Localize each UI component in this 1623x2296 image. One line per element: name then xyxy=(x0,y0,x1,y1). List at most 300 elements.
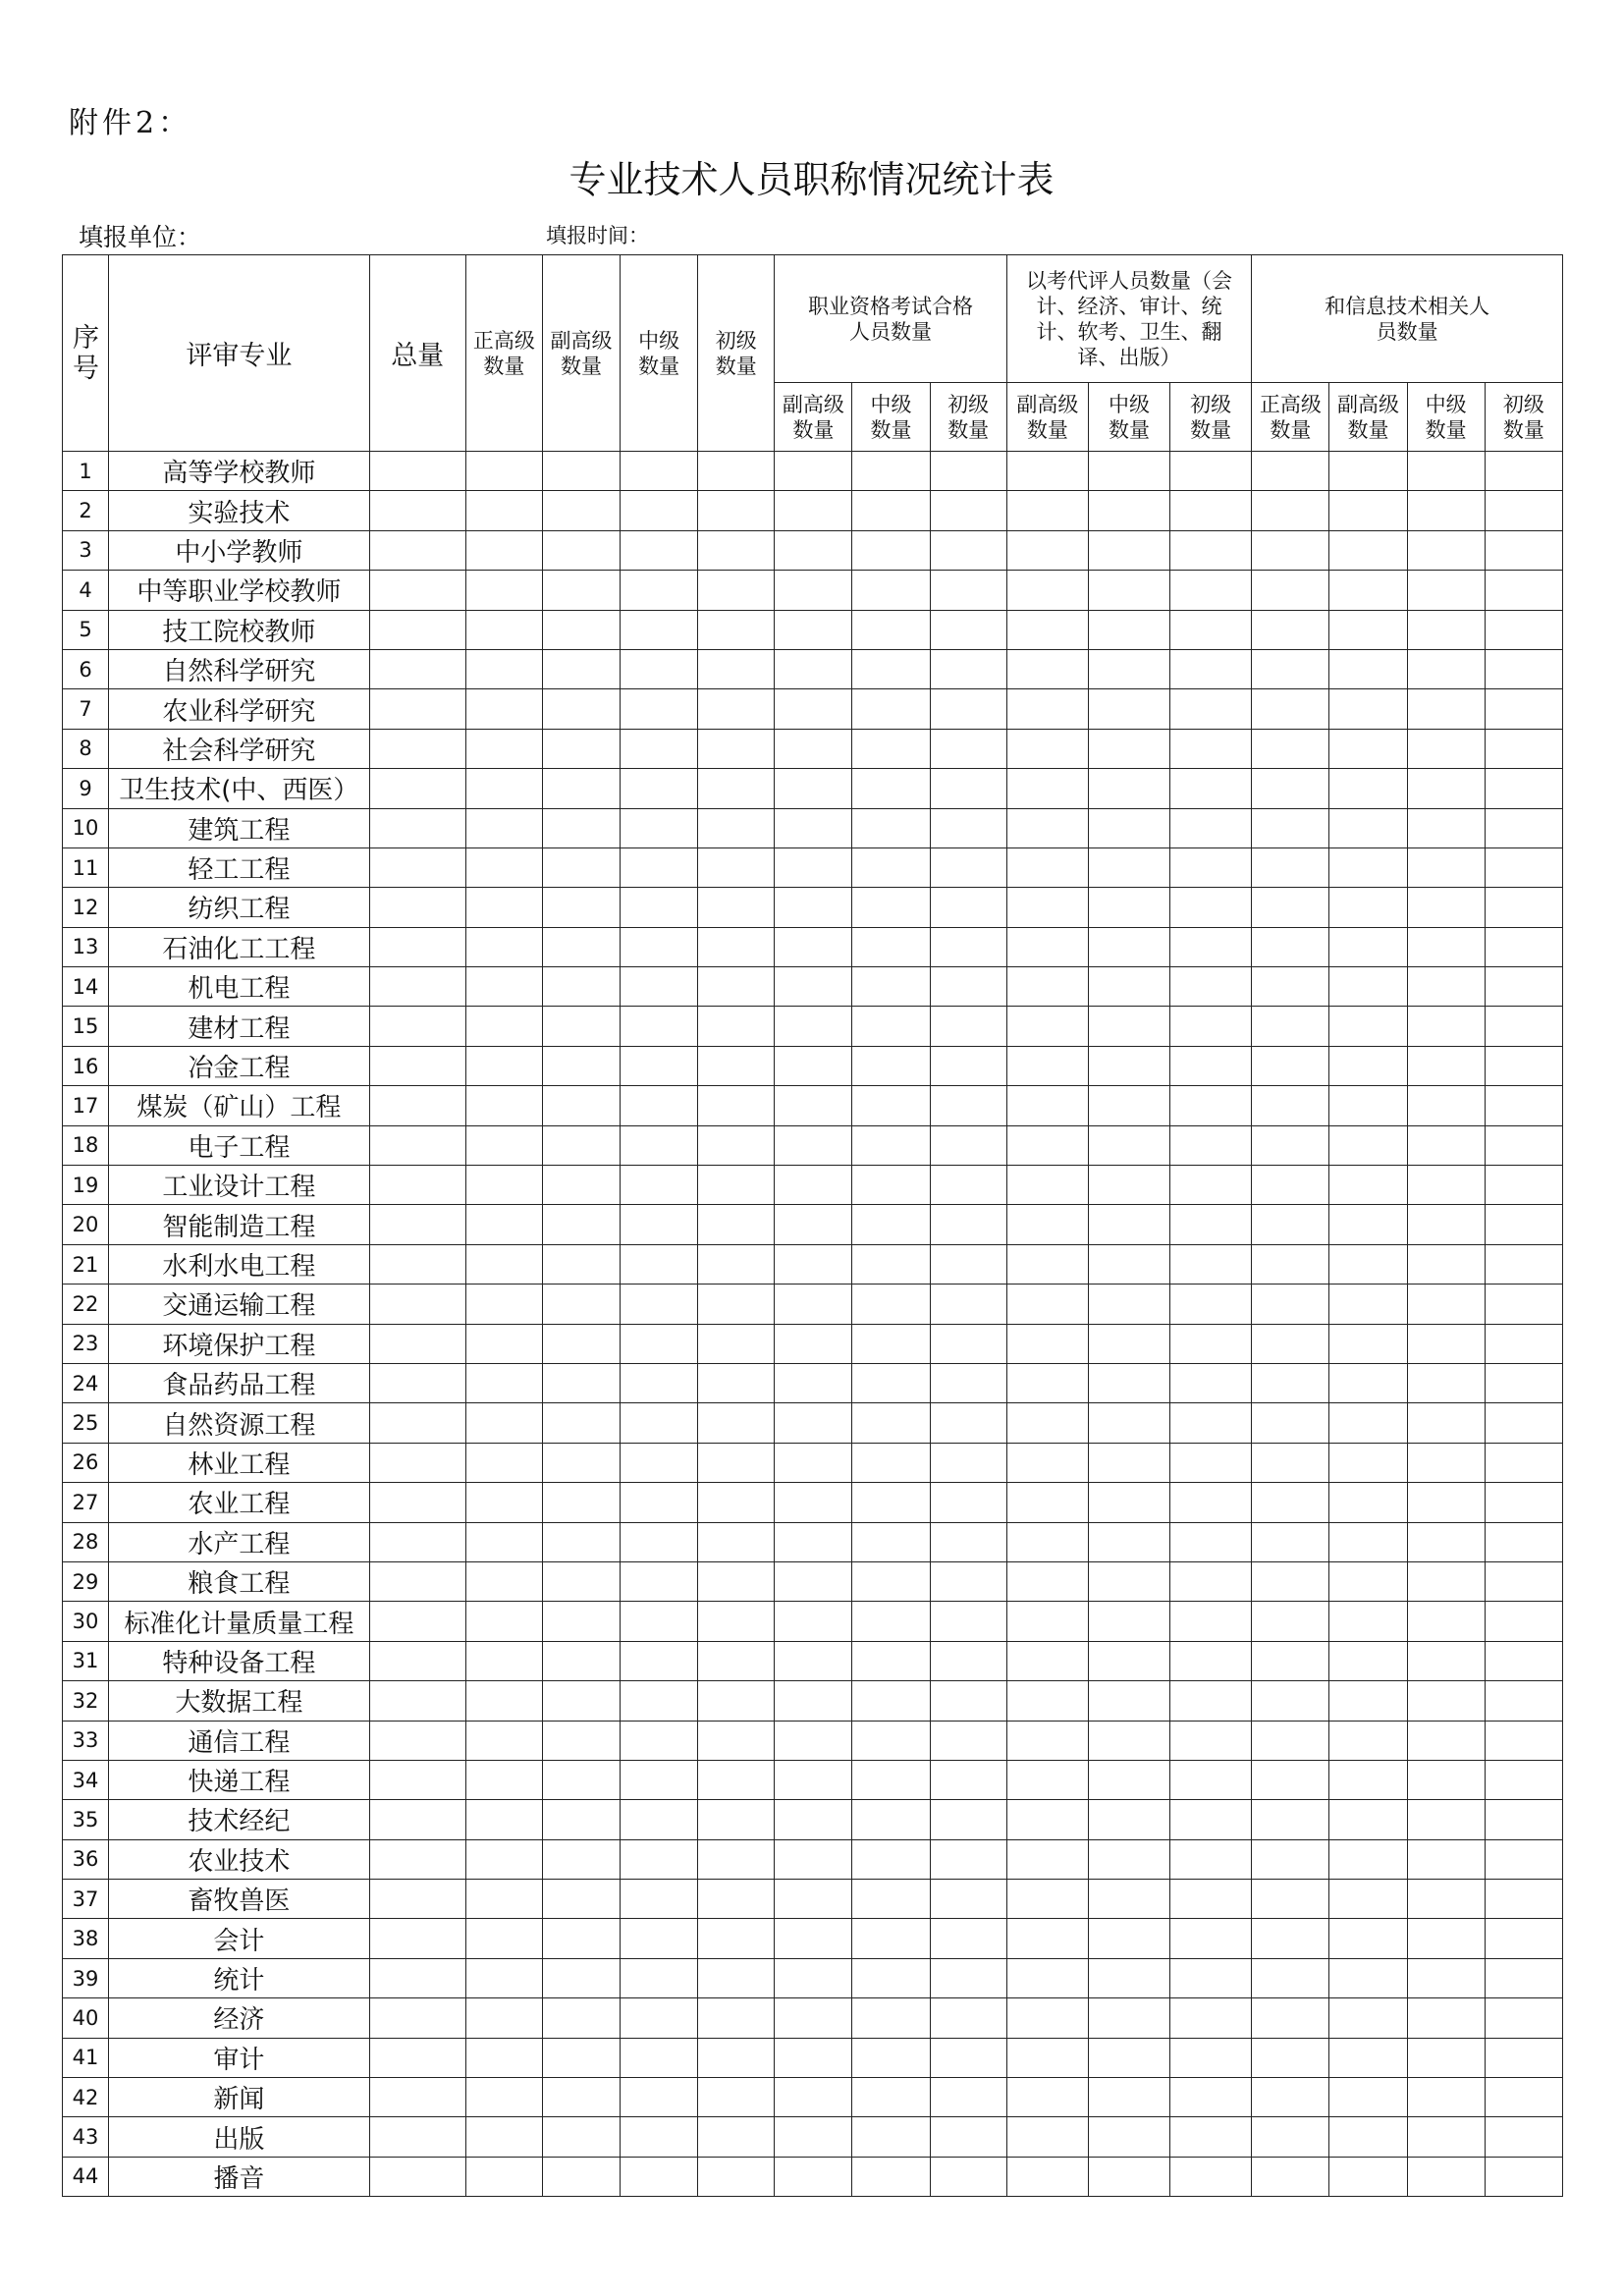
data-cell[interactable] xyxy=(1170,888,1252,927)
data-cell[interactable] xyxy=(369,1046,465,1085)
data-cell[interactable] xyxy=(1252,1919,1329,1958)
data-cell[interactable] xyxy=(1329,571,1407,610)
data-cell[interactable] xyxy=(1407,808,1485,847)
data-cell[interactable] xyxy=(1170,2038,1252,2077)
data-cell[interactable] xyxy=(542,1919,620,1958)
data-cell[interactable] xyxy=(1252,967,1329,1007)
data-cell[interactable] xyxy=(1252,1166,1329,1205)
data-cell[interactable] xyxy=(542,1839,620,1879)
data-cell[interactable] xyxy=(465,1919,542,1958)
data-cell[interactable] xyxy=(1252,1800,1329,1839)
data-cell[interactable] xyxy=(621,1998,698,2038)
data-cell[interactable] xyxy=(465,1403,542,1443)
data-cell[interactable] xyxy=(930,491,1006,530)
data-cell[interactable] xyxy=(852,1998,930,2038)
data-cell[interactable] xyxy=(698,1363,775,1402)
data-cell[interactable] xyxy=(1329,1443,1407,1482)
data-cell[interactable] xyxy=(621,1800,698,1839)
data-cell[interactable] xyxy=(1252,1998,1329,2038)
data-cell[interactable] xyxy=(1170,2117,1252,2157)
data-cell[interactable] xyxy=(1252,1760,1329,1799)
data-cell[interactable] xyxy=(1252,769,1329,808)
data-cell[interactable] xyxy=(621,2117,698,2157)
data-cell[interactable] xyxy=(852,1285,930,1324)
data-cell[interactable] xyxy=(1006,1285,1088,1324)
data-cell[interactable] xyxy=(852,1880,930,1919)
data-cell[interactable] xyxy=(369,1363,465,1402)
data-cell[interactable] xyxy=(1252,1681,1329,1721)
data-cell[interactable] xyxy=(852,1721,930,1760)
data-cell[interactable] xyxy=(1006,1086,1088,1125)
data-cell[interactable] xyxy=(1407,847,1485,887)
data-cell[interactable] xyxy=(930,452,1006,491)
data-cell[interactable] xyxy=(1329,1641,1407,1680)
data-cell[interactable] xyxy=(465,452,542,491)
data-cell[interactable] xyxy=(1485,2038,1562,2077)
data-cell[interactable] xyxy=(621,491,698,530)
data-cell[interactable] xyxy=(1088,1403,1169,1443)
data-cell[interactable] xyxy=(852,808,930,847)
data-cell[interactable] xyxy=(1088,1285,1169,1324)
data-cell[interactable] xyxy=(1088,649,1169,688)
data-cell[interactable] xyxy=(1170,2157,1252,2196)
data-cell[interactable] xyxy=(930,1086,1006,1125)
data-cell[interactable] xyxy=(1006,1324,1088,1363)
data-cell[interactable] xyxy=(1329,1998,1407,2038)
data-cell[interactable] xyxy=(369,1641,465,1680)
data-cell[interactable] xyxy=(775,1839,852,1879)
data-cell[interactable] xyxy=(1407,491,1485,530)
data-cell[interactable] xyxy=(1088,2038,1169,2077)
data-cell[interactable] xyxy=(1006,689,1088,729)
data-cell[interactable] xyxy=(698,2117,775,2157)
data-cell[interactable] xyxy=(542,1324,620,1363)
data-cell[interactable] xyxy=(698,847,775,887)
data-cell[interactable] xyxy=(852,530,930,570)
data-cell[interactable] xyxy=(1407,1324,1485,1363)
data-cell[interactable] xyxy=(1006,1244,1088,1284)
data-cell[interactable] xyxy=(369,2157,465,2196)
data-cell[interactable] xyxy=(542,1721,620,1760)
data-cell[interactable] xyxy=(1407,1641,1485,1680)
data-cell[interactable] xyxy=(1329,927,1407,966)
data-cell[interactable] xyxy=(1088,1958,1169,1997)
data-cell[interactable] xyxy=(775,1483,852,1522)
data-cell[interactable] xyxy=(852,1244,930,1284)
data-cell[interactable] xyxy=(775,1086,852,1125)
data-cell[interactable] xyxy=(621,571,698,610)
data-cell[interactable] xyxy=(852,610,930,649)
data-cell[interactable] xyxy=(1006,1602,1088,1641)
data-cell[interactable] xyxy=(1407,1403,1485,1443)
data-cell[interactable] xyxy=(930,847,1006,887)
data-cell[interactable] xyxy=(1329,1363,1407,1402)
data-cell[interactable] xyxy=(542,610,620,649)
data-cell[interactable] xyxy=(1170,1800,1252,1839)
data-cell[interactable] xyxy=(1088,1602,1169,1641)
data-cell[interactable] xyxy=(1170,1721,1252,1760)
data-cell[interactable] xyxy=(1329,1681,1407,1721)
data-cell[interactable] xyxy=(369,1125,465,1165)
data-cell[interactable] xyxy=(369,1205,465,1244)
data-cell[interactable] xyxy=(852,1007,930,1046)
data-cell[interactable] xyxy=(1170,729,1252,768)
data-cell[interactable] xyxy=(852,847,930,887)
data-cell[interactable] xyxy=(1252,452,1329,491)
data-cell[interactable] xyxy=(1407,1760,1485,1799)
data-cell[interactable] xyxy=(1252,1363,1329,1402)
data-cell[interactable] xyxy=(1407,1958,1485,1997)
data-cell[interactable] xyxy=(1252,1839,1329,1879)
data-cell[interactable] xyxy=(1088,1086,1169,1125)
data-cell[interactable] xyxy=(775,649,852,688)
data-cell[interactable] xyxy=(1329,1522,1407,1561)
data-cell[interactable] xyxy=(369,927,465,966)
data-cell[interactable] xyxy=(852,1760,930,1799)
data-cell[interactable] xyxy=(542,649,620,688)
data-cell[interactable] xyxy=(1252,1602,1329,1641)
data-cell[interactable] xyxy=(1170,1958,1252,1997)
data-cell[interactable] xyxy=(1252,1285,1329,1324)
data-cell[interactable] xyxy=(1252,571,1329,610)
data-cell[interactable] xyxy=(465,491,542,530)
data-cell[interactable] xyxy=(1252,1244,1329,1284)
data-cell[interactable] xyxy=(1006,1998,1088,2038)
data-cell[interactable] xyxy=(369,2078,465,2117)
data-cell[interactable] xyxy=(852,1125,930,1165)
data-cell[interactable] xyxy=(1170,927,1252,966)
data-cell[interactable] xyxy=(1170,1125,1252,1165)
data-cell[interactable] xyxy=(1407,1285,1485,1324)
data-cell[interactable] xyxy=(621,1522,698,1561)
data-cell[interactable] xyxy=(1006,452,1088,491)
data-cell[interactable] xyxy=(698,808,775,847)
data-cell[interactable] xyxy=(465,2078,542,2117)
data-cell[interactable] xyxy=(1329,2038,1407,2077)
data-cell[interactable] xyxy=(1170,689,1252,729)
data-cell[interactable] xyxy=(1088,1998,1169,2038)
data-cell[interactable] xyxy=(1088,927,1169,966)
data-cell[interactable] xyxy=(1006,1046,1088,1085)
data-cell[interactable] xyxy=(542,2078,620,2117)
data-cell[interactable] xyxy=(1006,1125,1088,1165)
data-cell[interactable] xyxy=(1088,1522,1169,1561)
data-cell[interactable] xyxy=(1252,2078,1329,2117)
data-cell[interactable] xyxy=(621,2157,698,2196)
data-cell[interactable] xyxy=(1170,1760,1252,1799)
data-cell[interactable] xyxy=(1170,1285,1252,1324)
data-cell[interactable] xyxy=(542,1602,620,1641)
data-cell[interactable] xyxy=(1006,729,1088,768)
data-cell[interactable] xyxy=(852,967,930,1007)
data-cell[interactable] xyxy=(1088,808,1169,847)
data-cell[interactable] xyxy=(930,530,1006,570)
data-cell[interactable] xyxy=(1006,1403,1088,1443)
data-cell[interactable] xyxy=(775,967,852,1007)
data-cell[interactable] xyxy=(1407,927,1485,966)
data-cell[interactable] xyxy=(852,571,930,610)
data-cell[interactable] xyxy=(1252,1443,1329,1482)
data-cell[interactable] xyxy=(930,888,1006,927)
data-cell[interactable] xyxy=(852,1561,930,1601)
data-cell[interactable] xyxy=(1252,530,1329,570)
data-cell[interactable] xyxy=(1329,2157,1407,2196)
data-cell[interactable] xyxy=(1252,1561,1329,1601)
data-cell[interactable] xyxy=(1329,808,1407,847)
data-cell[interactable] xyxy=(369,967,465,1007)
data-cell[interactable] xyxy=(852,1839,930,1879)
data-cell[interactable] xyxy=(1407,1561,1485,1601)
data-cell[interactable] xyxy=(1252,689,1329,729)
data-cell[interactable] xyxy=(369,1760,465,1799)
data-cell[interactable] xyxy=(1252,649,1329,688)
data-cell[interactable] xyxy=(465,769,542,808)
data-cell[interactable] xyxy=(369,1483,465,1522)
data-cell[interactable] xyxy=(1485,888,1562,927)
data-cell[interactable] xyxy=(1006,1007,1088,1046)
data-cell[interactable] xyxy=(930,808,1006,847)
data-cell[interactable] xyxy=(621,1403,698,1443)
data-cell[interactable] xyxy=(1006,967,1088,1007)
data-cell[interactable] xyxy=(1088,888,1169,927)
data-cell[interactable] xyxy=(1088,1641,1169,1680)
data-cell[interactable] xyxy=(1252,1880,1329,1919)
data-cell[interactable] xyxy=(852,1522,930,1561)
data-cell[interactable] xyxy=(1407,1800,1485,1839)
data-cell[interactable] xyxy=(1485,1125,1562,1165)
data-cell[interactable] xyxy=(1088,2157,1169,2196)
data-cell[interactable] xyxy=(1252,2038,1329,2077)
data-cell[interactable] xyxy=(621,1285,698,1324)
data-cell[interactable] xyxy=(775,1285,852,1324)
data-cell[interactable] xyxy=(1485,452,1562,491)
data-cell[interactable] xyxy=(1170,1998,1252,2038)
data-cell[interactable] xyxy=(542,452,620,491)
data-cell[interactable] xyxy=(1329,649,1407,688)
data-cell[interactable] xyxy=(1329,1007,1407,1046)
data-cell[interactable] xyxy=(775,769,852,808)
data-cell[interactable] xyxy=(621,1681,698,1721)
data-cell[interactable] xyxy=(369,530,465,570)
data-cell[interactable] xyxy=(1088,1561,1169,1601)
data-cell[interactable] xyxy=(775,530,852,570)
data-cell[interactable] xyxy=(465,2157,542,2196)
data-cell[interactable] xyxy=(775,927,852,966)
data-cell[interactable] xyxy=(465,927,542,966)
data-cell[interactable] xyxy=(698,1086,775,1125)
data-cell[interactable] xyxy=(1407,1998,1485,2038)
data-cell[interactable] xyxy=(465,1641,542,1680)
data-cell[interactable] xyxy=(930,2038,1006,2077)
data-cell[interactable] xyxy=(542,967,620,1007)
data-cell[interactable] xyxy=(1006,649,1088,688)
data-cell[interactable] xyxy=(775,1998,852,2038)
data-cell[interactable] xyxy=(852,1363,930,1402)
data-cell[interactable] xyxy=(465,2117,542,2157)
data-cell[interactable] xyxy=(775,847,852,887)
data-cell[interactable] xyxy=(1407,888,1485,927)
data-cell[interactable] xyxy=(1006,2117,1088,2157)
data-cell[interactable] xyxy=(369,729,465,768)
data-cell[interactable] xyxy=(621,1363,698,1402)
data-cell[interactable] xyxy=(369,1721,465,1760)
data-cell[interactable] xyxy=(930,967,1006,1007)
data-cell[interactable] xyxy=(621,967,698,1007)
data-cell[interactable] xyxy=(1170,530,1252,570)
data-cell[interactable] xyxy=(775,1800,852,1839)
data-cell[interactable] xyxy=(930,1958,1006,1997)
data-cell[interactable] xyxy=(1252,808,1329,847)
data-cell[interactable] xyxy=(775,1681,852,1721)
data-cell[interactable] xyxy=(1252,1205,1329,1244)
data-cell[interactable] xyxy=(1252,1403,1329,1443)
data-cell[interactable] xyxy=(1485,1998,1562,2038)
data-cell[interactable] xyxy=(542,1760,620,1799)
data-cell[interactable] xyxy=(930,1721,1006,1760)
data-cell[interactable] xyxy=(621,1125,698,1165)
data-cell[interactable] xyxy=(542,2157,620,2196)
data-cell[interactable] xyxy=(1407,1443,1485,1482)
data-cell[interactable] xyxy=(1006,2078,1088,2117)
data-cell[interactable] xyxy=(930,1602,1006,1641)
data-cell[interactable] xyxy=(1088,2117,1169,2157)
data-cell[interactable] xyxy=(698,1800,775,1839)
data-cell[interactable] xyxy=(1006,1561,1088,1601)
data-cell[interactable] xyxy=(1170,1403,1252,1443)
data-cell[interactable] xyxy=(1006,1443,1088,1482)
data-cell[interactable] xyxy=(542,1125,620,1165)
data-cell[interactable] xyxy=(775,888,852,927)
data-cell[interactable] xyxy=(465,967,542,1007)
data-cell[interactable] xyxy=(369,649,465,688)
data-cell[interactable] xyxy=(1485,1681,1562,1721)
data-cell[interactable] xyxy=(1329,452,1407,491)
data-cell[interactable] xyxy=(369,571,465,610)
data-cell[interactable] xyxy=(698,1125,775,1165)
data-cell[interactable] xyxy=(852,1681,930,1721)
data-cell[interactable] xyxy=(1170,967,1252,1007)
data-cell[interactable] xyxy=(542,1285,620,1324)
data-cell[interactable] xyxy=(1407,2117,1485,2157)
data-cell[interactable] xyxy=(1485,1760,1562,1799)
data-cell[interactable] xyxy=(930,1046,1006,1085)
data-cell[interactable] xyxy=(1088,1125,1169,1165)
data-cell[interactable] xyxy=(621,927,698,966)
data-cell[interactable] xyxy=(465,1166,542,1205)
data-cell[interactable] xyxy=(542,1086,620,1125)
data-cell[interactable] xyxy=(852,1958,930,1997)
data-cell[interactable] xyxy=(930,1641,1006,1680)
data-cell[interactable] xyxy=(621,1721,698,1760)
data-cell[interactable] xyxy=(1088,1166,1169,1205)
data-cell[interactable] xyxy=(465,1363,542,1402)
data-cell[interactable] xyxy=(698,1007,775,1046)
data-cell[interactable] xyxy=(698,2157,775,2196)
data-cell[interactable] xyxy=(1329,1324,1407,1363)
data-cell[interactable] xyxy=(698,571,775,610)
data-cell[interactable] xyxy=(852,1919,930,1958)
data-cell[interactable] xyxy=(775,1760,852,1799)
data-cell[interactable] xyxy=(1329,888,1407,927)
data-cell[interactable] xyxy=(1407,1205,1485,1244)
data-cell[interactable] xyxy=(1006,530,1088,570)
data-cell[interactable] xyxy=(542,1443,620,1482)
data-cell[interactable] xyxy=(465,1443,542,1482)
data-cell[interactable] xyxy=(1170,1166,1252,1205)
data-cell[interactable] xyxy=(1485,1363,1562,1402)
data-cell[interactable] xyxy=(852,689,930,729)
data-cell[interactable] xyxy=(465,888,542,927)
data-cell[interactable] xyxy=(1252,888,1329,927)
data-cell[interactable] xyxy=(1485,1800,1562,1839)
data-cell[interactable] xyxy=(542,1880,620,1919)
data-cell[interactable] xyxy=(1485,2078,1562,2117)
data-cell[interactable] xyxy=(930,1205,1006,1244)
data-cell[interactable] xyxy=(930,1166,1006,1205)
data-cell[interactable] xyxy=(1485,1166,1562,1205)
data-cell[interactable] xyxy=(1407,2078,1485,2117)
data-cell[interactable] xyxy=(698,2038,775,2077)
data-cell[interactable] xyxy=(369,1086,465,1125)
data-cell[interactable] xyxy=(930,1522,1006,1561)
data-cell[interactable] xyxy=(1006,927,1088,966)
data-cell[interactable] xyxy=(1407,769,1485,808)
data-cell[interactable] xyxy=(465,1998,542,2038)
data-cell[interactable] xyxy=(465,649,542,688)
data-cell[interactable] xyxy=(542,1641,620,1680)
data-cell[interactable] xyxy=(1485,1324,1562,1363)
data-cell[interactable] xyxy=(1088,1483,1169,1522)
data-cell[interactable] xyxy=(621,1244,698,1284)
data-cell[interactable] xyxy=(1485,808,1562,847)
data-cell[interactable] xyxy=(1329,689,1407,729)
data-cell[interactable] xyxy=(542,1483,620,1522)
data-cell[interactable] xyxy=(369,491,465,530)
data-cell[interactable] xyxy=(852,2117,930,2157)
data-cell[interactable] xyxy=(369,2117,465,2157)
data-cell[interactable] xyxy=(542,1363,620,1402)
data-cell[interactable] xyxy=(930,1998,1006,2038)
data-cell[interactable] xyxy=(542,1561,620,1601)
data-cell[interactable] xyxy=(369,1800,465,1839)
data-cell[interactable] xyxy=(1407,1007,1485,1046)
data-cell[interactable] xyxy=(1006,1721,1088,1760)
data-cell[interactable] xyxy=(1170,1363,1252,1402)
data-cell[interactable] xyxy=(698,1880,775,1919)
data-cell[interactable] xyxy=(1252,1522,1329,1561)
data-cell[interactable] xyxy=(775,1561,852,1601)
data-cell[interactable] xyxy=(1485,1721,1562,1760)
data-cell[interactable] xyxy=(852,491,930,530)
data-cell[interactable] xyxy=(775,1641,852,1680)
data-cell[interactable] xyxy=(465,729,542,768)
data-cell[interactable] xyxy=(930,571,1006,610)
data-cell[interactable] xyxy=(852,1443,930,1482)
data-cell[interactable] xyxy=(465,2038,542,2077)
data-cell[interactable] xyxy=(1006,888,1088,927)
data-cell[interactable] xyxy=(465,1522,542,1561)
data-cell[interactable] xyxy=(1329,1166,1407,1205)
data-cell[interactable] xyxy=(1170,452,1252,491)
data-cell[interactable] xyxy=(621,1880,698,1919)
data-cell[interactable] xyxy=(369,1880,465,1919)
data-cell[interactable] xyxy=(775,1363,852,1402)
data-cell[interactable] xyxy=(1329,491,1407,530)
data-cell[interactable] xyxy=(1088,729,1169,768)
data-cell[interactable] xyxy=(369,847,465,887)
data-cell[interactable] xyxy=(621,1641,698,1680)
data-cell[interactable] xyxy=(1485,1007,1562,1046)
